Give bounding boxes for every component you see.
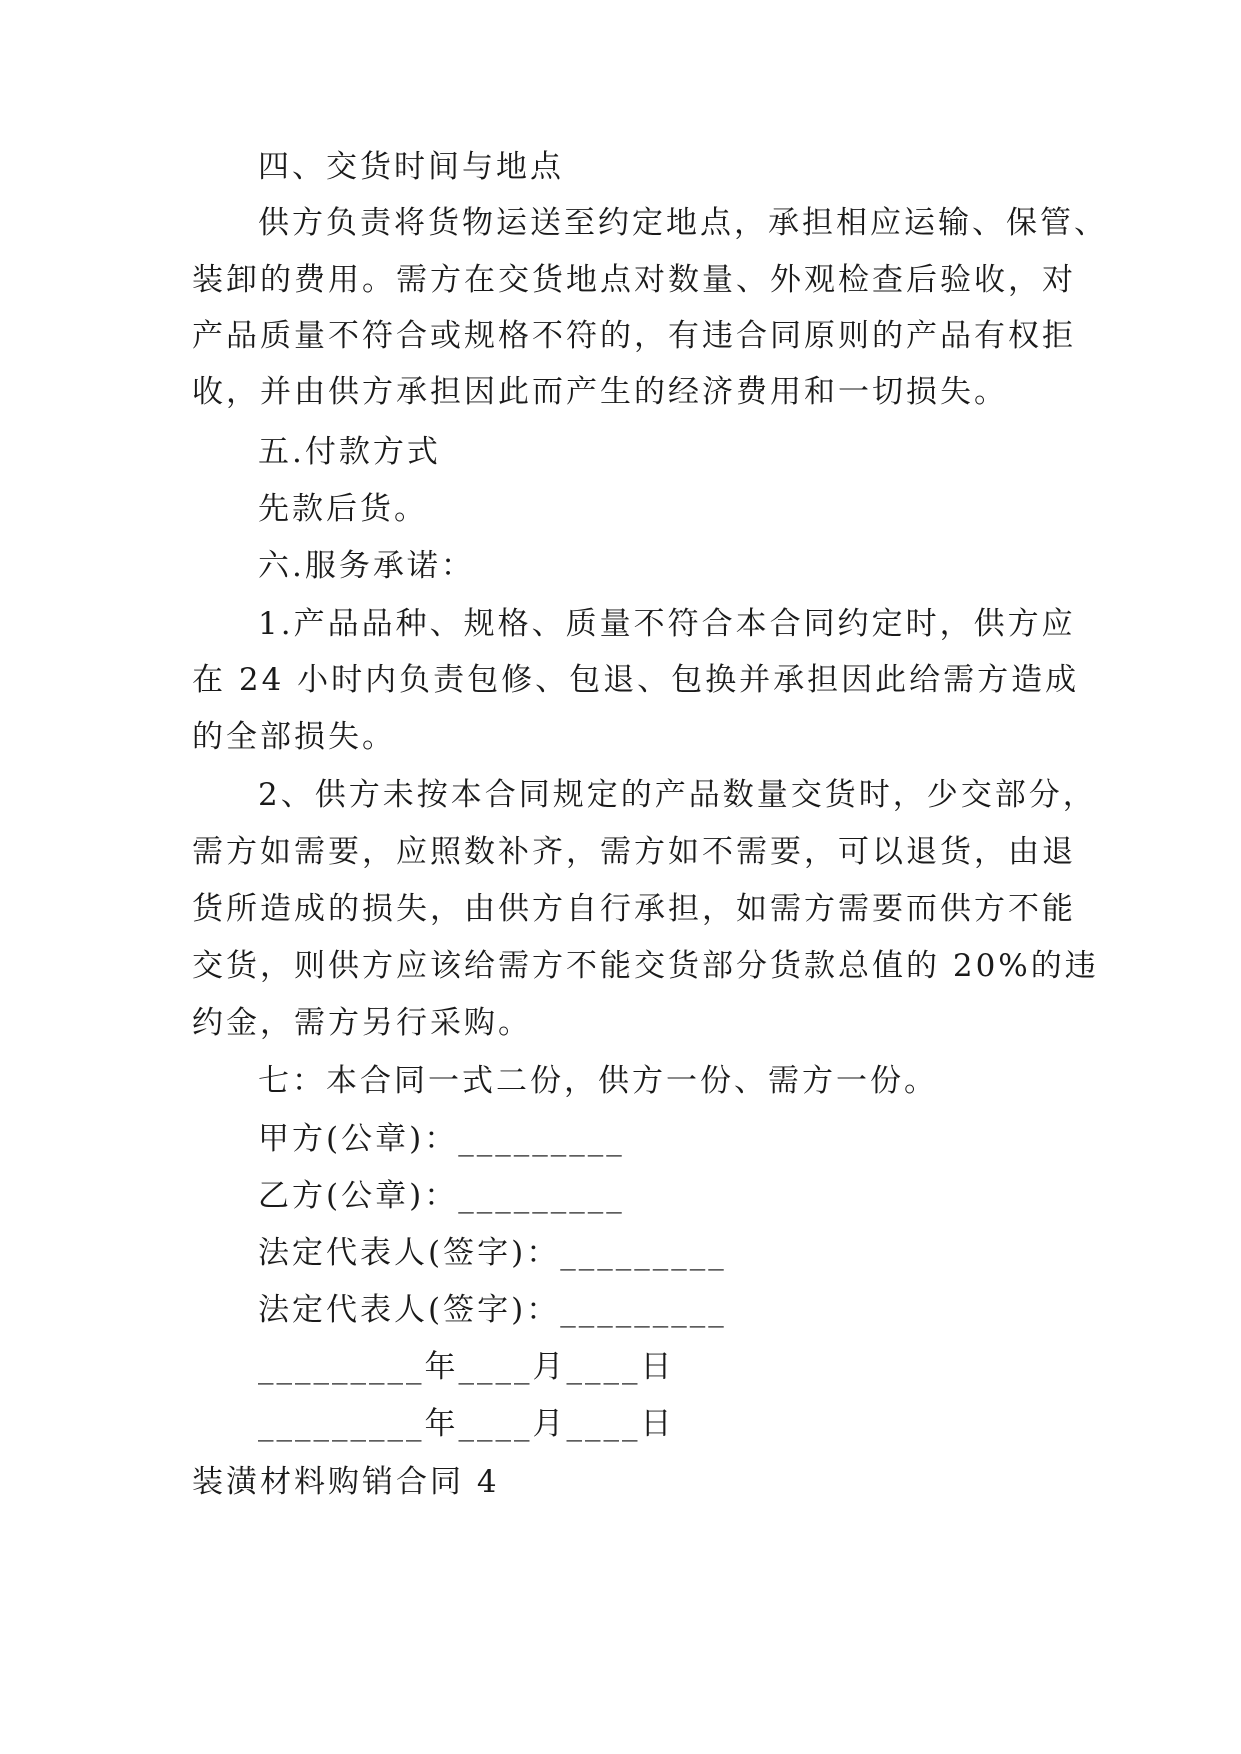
section4-line-2: 装卸的费用。需方在交货地点对数量、外观检查后验收，对 — [192, 262, 1076, 298]
party-b-seal: 乙方(公章)：_________ — [258, 1178, 625, 1214]
section6-item1-line-1: 1.产品品种、规格、质量不符合本合同约定时，供方应 — [258, 606, 1076, 642]
section6-item2-line-2: 需方如需要，应照数补齐，需方如不需要，可以退货，由退 — [192, 834, 1076, 870]
section4-line-3: 产品质量不符合或规格不符的，有违合同原则的产品有权拒 — [192, 318, 1076, 354]
party-a-seal: 甲方(公章)：_________ — [258, 1121, 625, 1157]
section6-item2-line-5: 约金，需方另行采购。 — [192, 1005, 532, 1041]
section4-line-4: 收，并由供方承担因此而产生的经济费用和一切损失。 — [192, 374, 1008, 410]
section4-line-1: 供方负责将货物运送至约定地点，承担相应运输、保管、 — [258, 205, 1108, 241]
section6-item1-line-3: 的全部损失。 — [192, 719, 396, 755]
section5-heading: 五.付款方式 — [258, 434, 441, 470]
legal-rep-signature-1: 法定代表人(签字)：_________ — [258, 1235, 727, 1271]
section7-text: 七：本合同一式二份，供方一份、需方一份。 — [258, 1063, 938, 1099]
section4-heading: 四、交货时间与地点 — [258, 149, 564, 185]
signing-date-1: _________年____月____日 — [258, 1349, 675, 1385]
section6-item2-line-3: 货所造成的损失，由供方自行承担，如需方需要而供方不能 — [192, 891, 1076, 927]
section6-item2-line-1: 2、供方未按本合同规定的产品数量交货时，少交部分， — [258, 777, 1097, 813]
legal-rep-signature-2: 法定代表人(签字)：_________ — [258, 1292, 727, 1328]
signing-date-2: _________年____月____日 — [258, 1406, 675, 1442]
section5-body: 先款后货。 — [258, 491, 428, 527]
section6-heading: 六.服务承诺： — [258, 548, 475, 584]
next-contract-title: 装潢材料购销合同 4 — [192, 1464, 500, 1500]
section6-item2-line-4: 交货，则供方应该给需方不能交货部分货款总值的 20%的违 — [192, 948, 1099, 984]
section6-item1-line-2: 在 24 小时内负责包修、包退、包换并承担因此给需方造成 — [192, 662, 1080, 698]
